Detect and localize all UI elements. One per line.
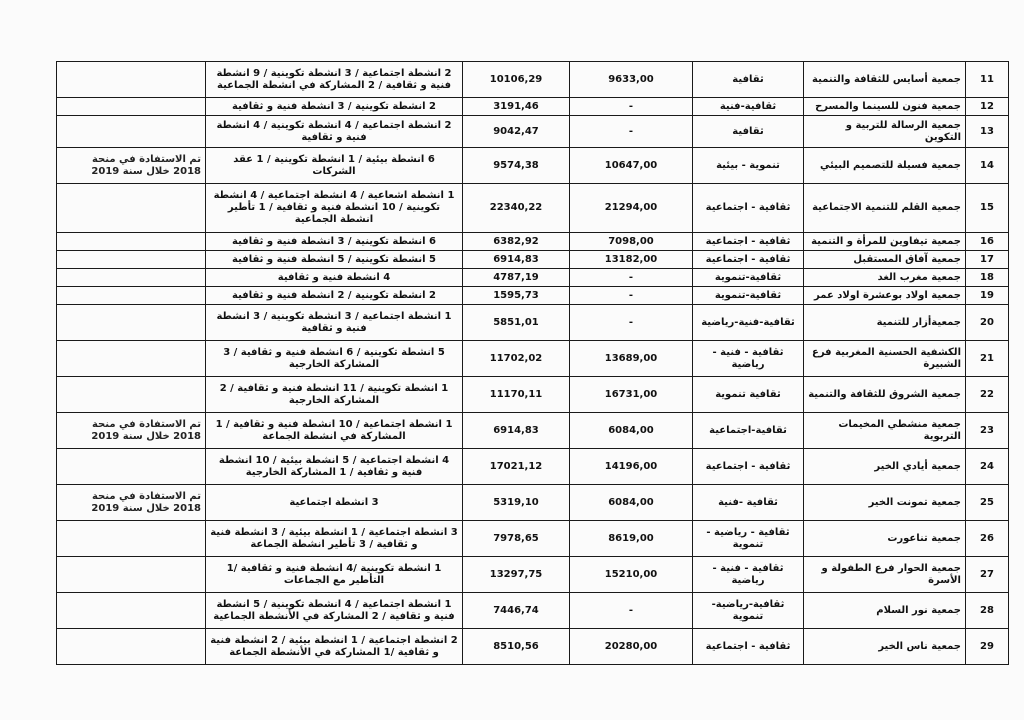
row-number: 22 (966, 377, 1009, 413)
activities-list: 2 انشطة تكوينية / 3 انشطة فنية و ثقافية (206, 98, 463, 116)
activities-list: 1 انشطة اشعاعية / 4 انشطة اجتماعية / 4 انشطة تكوينية / 10 انشطة فنية و ثقافية / 1 تأطير انشطة الجماعية (206, 184, 463, 233)
activities-list: 1 انشطة تكوينية / 11 انشطة فنية و ثقافية / 2 المشاركة الخارجية (206, 377, 463, 413)
association-domain: ثقافية-فنية (693, 98, 804, 116)
table-row (57, 287, 1009, 305)
spent-amount: 1595,73 (463, 287, 570, 305)
grant-amount: - (570, 269, 693, 287)
association-name: جمعية منشطي المخيمات التربوية (804, 413, 966, 449)
row-number: 23 (966, 413, 1009, 449)
remark-note (57, 341, 206, 377)
grant-amount: 6084,00 (570, 485, 693, 521)
association-domain: ثقافية تنموية (693, 377, 804, 413)
association-name: جمعيةأزار للتنمية (804, 305, 966, 341)
grant-amount: - (570, 116, 693, 148)
row-number: 13 (966, 116, 1009, 148)
table-row (57, 413, 1009, 449)
association-name: جمعية القلم للتنمية الاجتماعية (804, 184, 966, 233)
remark-note (57, 62, 206, 98)
grant-amount: 13182,00 (570, 251, 693, 269)
row-number: 17 (966, 251, 1009, 269)
table-row (57, 521, 1009, 557)
association-domain: ثقافية -فنية (693, 485, 804, 521)
activities-list: 5 انشطة تكوينية / 5 انشطة فنية و ثقافية (206, 251, 463, 269)
row-number: 25 (966, 485, 1009, 521)
spent-amount: 22340,22 (463, 184, 570, 233)
spent-amount: 9042,47 (463, 116, 570, 148)
grant-amount: - (570, 593, 693, 629)
table-row (57, 449, 1009, 485)
association-name: جمعية تناعورت (804, 521, 966, 557)
spent-amount: 7978,65 (463, 521, 570, 557)
table-row (57, 148, 1009, 184)
association-name: جمعية أيادي الخير (804, 449, 966, 485)
remark-note (57, 449, 206, 485)
activities-list: 3 انشطة اجتماعية (206, 485, 463, 521)
remark-note (57, 593, 206, 629)
grant-amount: 7098,00 (570, 233, 693, 251)
row-number: 27 (966, 557, 1009, 593)
association-domain: ثقافية - رياضية - تنموية (693, 521, 804, 557)
row-number: 14 (966, 148, 1009, 184)
grant-amount: 14196,00 (570, 449, 693, 485)
remark-note (57, 184, 206, 233)
grant-amount: 16731,00 (570, 377, 693, 413)
association-name: جمعية أسايس للثقافة والتنمية (804, 62, 966, 98)
spent-amount: 11170,11 (463, 377, 570, 413)
row-number: 28 (966, 593, 1009, 629)
row-number: 26 (966, 521, 1009, 557)
association-domain: ثقافية-فنية-رياضية (693, 305, 804, 341)
association-domain: ثقافية - اجتماعية (693, 449, 804, 485)
remark-note (57, 305, 206, 341)
activities-list: 2 انشطة اجتماعية / 1 انشطة بيئية / 2 انشطة فنية و ثقافية /1 المشاركة في الأنشطة الجماعة (206, 629, 463, 665)
activities-list: 1 انشطة تكوينية /4 انشطة فنية و ثقافية /1 التأطير مع الجماعات (206, 557, 463, 593)
spent-amount: 6914,83 (463, 413, 570, 449)
association-name: جمعية فسيلة للتصميم البيئي (804, 148, 966, 184)
activities-list: 4 انشطة اجتماعية / 5 انشطة بيئية / 10 انشطة فنية و ثقافية / 1 المشاركة الخارجية (206, 449, 463, 485)
association-name: جمعية تمونت الخير (804, 485, 966, 521)
row-number: 20 (966, 305, 1009, 341)
remark-note (57, 629, 206, 665)
table-row (57, 251, 1009, 269)
association-domain: تنموية - بيئية (693, 148, 804, 184)
row-number: 29 (966, 629, 1009, 665)
grant-amount: 21294,00 (570, 184, 693, 233)
remark-note (57, 116, 206, 148)
activities-list: 4 انشطة فنية و ثقافية (206, 269, 463, 287)
row-number: 18 (966, 269, 1009, 287)
spent-amount: 5851,01 (463, 305, 570, 341)
remark-note: تم الاستفادة في منحة 2018 خلال سنة 2019 (57, 148, 206, 184)
spent-amount: 10106,29 (463, 62, 570, 98)
table-row (57, 377, 1009, 413)
associations-grants-table (56, 61, 1009, 665)
table-row (57, 341, 1009, 377)
spent-amount: 17021,12 (463, 449, 570, 485)
table-row (57, 593, 1009, 629)
spent-amount: 3191,46 (463, 98, 570, 116)
grant-amount: 15210,00 (570, 557, 693, 593)
row-number: 15 (966, 184, 1009, 233)
table-row (57, 305, 1009, 341)
spent-amount: 8510,56 (463, 629, 570, 665)
row-number: 24 (966, 449, 1009, 485)
row-number: 19 (966, 287, 1009, 305)
association-name: جمعية نور السلام (804, 593, 966, 629)
association-name: جمعية ناس الخير (804, 629, 966, 665)
grant-amount: 8619,00 (570, 521, 693, 557)
association-domain: ثقافية-تنموية (693, 269, 804, 287)
grant-amount: - (570, 287, 693, 305)
association-domain: ثقافية - اجتماعية (693, 251, 804, 269)
association-domain: ثقافية - فنية - رياضية (693, 557, 804, 593)
association-name: جمعية مغرب الغد (804, 269, 966, 287)
spent-amount: 9574,38 (463, 148, 570, 184)
association-name: جمعية الشروق للثقافة والتنمية (804, 377, 966, 413)
activities-list: 3 انشطة اجتماعية / 1 انشطة بيئية / 3 انشطة فنية و ثقافية / 3 تأطير انشطة الجماعة (206, 521, 463, 557)
activities-list: 1 انشطة اجتماعية / 4 انشطة تكوينية / 5 انشطة فنية و ثقافية / 2 المشاركة في الأنشطة الجماعية (206, 593, 463, 629)
row-number: 11 (966, 62, 1009, 98)
table-row (57, 233, 1009, 251)
remark-note (57, 269, 206, 287)
activities-list: 2 انشطة تكوينية / 2 انشطة فنية و ثقافية (206, 287, 463, 305)
remark-note (57, 557, 206, 593)
grant-amount: - (570, 98, 693, 116)
remark-note: تم الاستفادة في منحة 2018 خلال سنة 2019 (57, 413, 206, 449)
spent-amount: 4787,19 (463, 269, 570, 287)
activities-list: 1 انشطة اجتماعية / 10 انشطة فنية و ثقافية / 1 المشاركة في انشطة الجماعة (206, 413, 463, 449)
activities-list: 6 انشطة بيئية / 1 انشطة تكوينية / 1 عقد الشركات (206, 148, 463, 184)
spent-amount: 13297,75 (463, 557, 570, 593)
spent-amount: 11702,02 (463, 341, 570, 377)
grant-amount: 13689,00 (570, 341, 693, 377)
row-number: 12 (966, 98, 1009, 116)
activities-list: 5 انشطة تكوينية / 6 انشطة فنية و ثقافية / 3 المشاركة الخارجية (206, 341, 463, 377)
remark-note: تم الاستفادة في منحة 2018 خلال سنة 2019 (57, 485, 206, 521)
activities-list: 6 انشطة تكوينية / 3 انشطة فنية و ثقافية (206, 233, 463, 251)
association-name: الكشفية الحسنية المغربية فرع الشبيرة (804, 341, 966, 377)
association-name: جمعية الرسالة للتربية و التكوين (804, 116, 966, 148)
association-domain: ثقافية - اجتماعية (693, 233, 804, 251)
remark-note (57, 287, 206, 305)
remark-note (57, 251, 206, 269)
association-name: جمعية آفاق المستقبل (804, 251, 966, 269)
table-row (57, 116, 1009, 148)
association-domain: ثقافية (693, 116, 804, 148)
association-name: جمعية اولاد بوعشرة اولاد عمر (804, 287, 966, 305)
association-domain: ثقافية - اجتماعية (693, 629, 804, 665)
spent-amount: 5319,10 (463, 485, 570, 521)
grant-amount: 9633,00 (570, 62, 693, 98)
association-domain: ثقافية-رياضية-تنموية (693, 593, 804, 629)
association-domain: ثقافية (693, 62, 804, 98)
table-row (57, 557, 1009, 593)
association-name: جمعية تيفاوين للمرأة و التنمية (804, 233, 966, 251)
spent-amount: 6382,92 (463, 233, 570, 251)
activities-list: 2 انشطة اجتماعية / 4 انشطة تكوينية / 4 انشطة فنية و ثقافية (206, 116, 463, 148)
table-row (57, 184, 1009, 233)
grant-amount: - (570, 305, 693, 341)
grant-amount: 6084,00 (570, 413, 693, 449)
association-name: جمعية الحوار فرع الطفولة و الأسرة (804, 557, 966, 593)
association-domain: ثقافية-اجتماعية (693, 413, 804, 449)
remark-note (57, 521, 206, 557)
association-domain: ثقافية - فنية - رياضية (693, 341, 804, 377)
row-number: 21 (966, 341, 1009, 377)
spent-amount: 7446,74 (463, 593, 570, 629)
spent-amount: 6914,83 (463, 251, 570, 269)
table-row (57, 98, 1009, 116)
association-domain: ثقافية - اجتماعية (693, 184, 804, 233)
grant-amount: 10647,00 (570, 148, 693, 184)
table-row (57, 629, 1009, 665)
table-row (57, 269, 1009, 287)
association-domain: ثقافية-تنموية (693, 287, 804, 305)
remark-note (57, 98, 206, 116)
remark-note (57, 377, 206, 413)
grant-amount: 20280,00 (570, 629, 693, 665)
remark-note (57, 233, 206, 251)
association-name: جمعية فنون للسينما والمسرح (804, 98, 966, 116)
activities-list: 2 انشطة اجتماعية / 3 انشطة تكوينية / 9 انشطة فنية و ثقافية / 2 المشاركة في انشطة الجماعية (206, 62, 463, 98)
table-row (57, 485, 1009, 521)
row-number: 16 (966, 233, 1009, 251)
activities-list: 1 انشطة اجتماعية / 3 انشطة تكوينية / 3 انشطة فنية و ثقافية (206, 305, 463, 341)
table-row (57, 62, 1009, 98)
